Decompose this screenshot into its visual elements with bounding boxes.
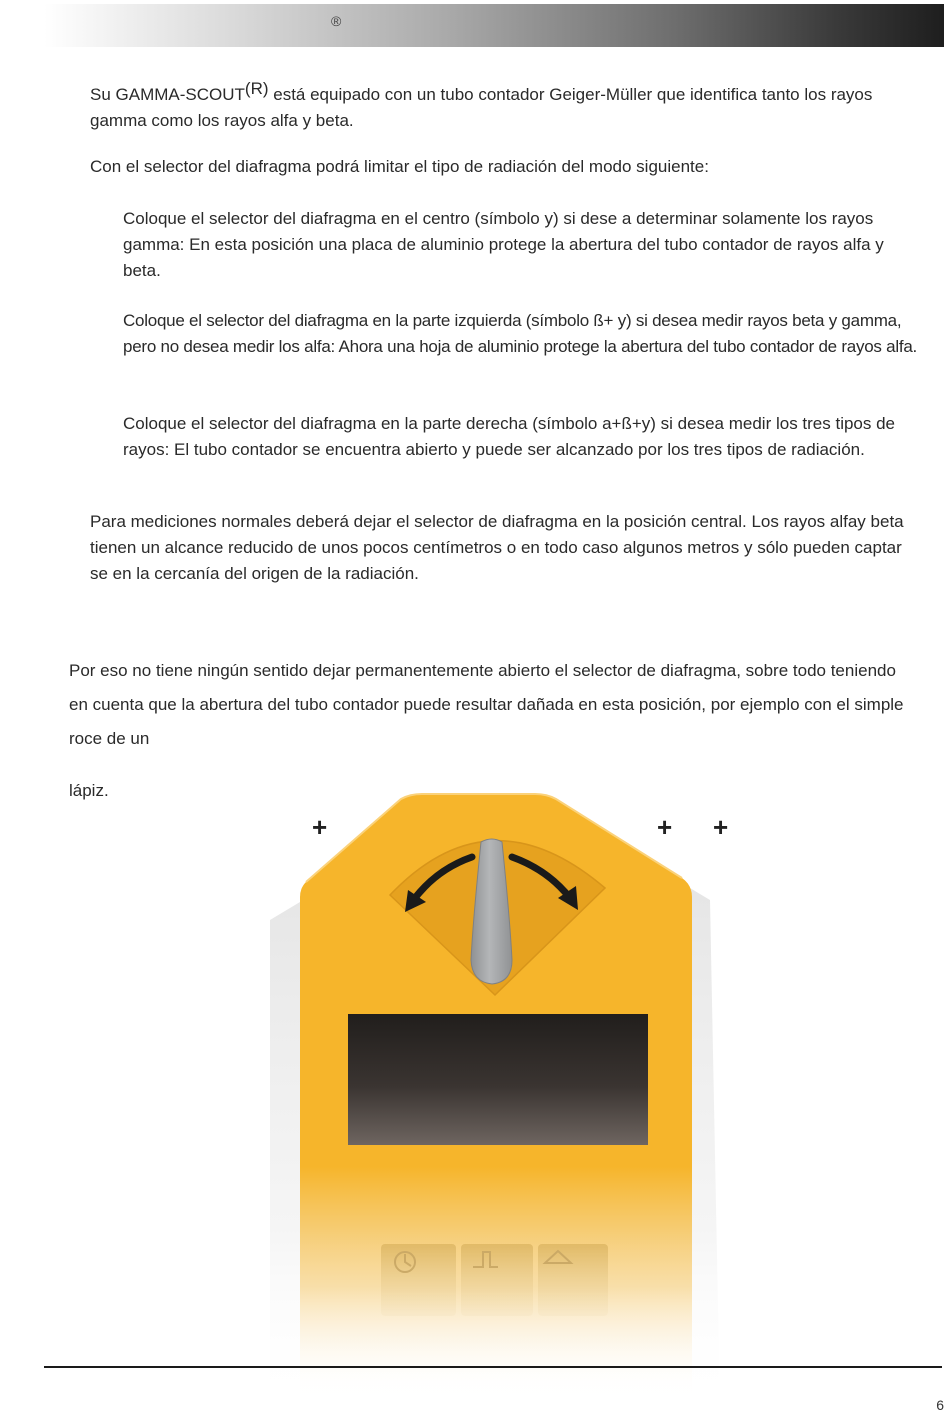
selector-intro-paragraph: Con el selector del diafragma podrá limitar el tipo de radiación del modo siguiente:	[90, 157, 709, 176]
intro-rest: está equipado con un tubo contador Geiger-Müller que identifica tanto los rayos gamma como los rayos alfa y beta.	[90, 85, 873, 130]
header-gradient-bar	[44, 4, 944, 47]
beta-plus-sign-right: +	[713, 812, 729, 842]
normal-measurements-paragraph: Para mediciones normales deberá dejar el selector de diafragma en la posición central. Los rayos alfay beta tienen un alcance reducido de unos pocos centímetros o en todo caso algunos metros y sólo pueden captar se en la cercanía del origen de la radiación.	[90, 512, 904, 583]
display-screen	[348, 1014, 648, 1145]
pulse-button	[461, 1244, 533, 1316]
option-center-paragraph: Coloque el selector del diafragma en el centro (símbolo y) si dese a determinar solamente los rayos gamma: En esta posición una placa de aluminio protege la abertura del tubo contador de rayos alfa y beta.	[123, 209, 884, 280]
warning-end-text: lápiz.	[69, 781, 109, 800]
footer-divider	[44, 1366, 942, 1368]
triangle-button	[538, 1244, 608, 1316]
option-left-paragraph: Coloque el selector del diafragma en la parte izquierda (símbolo ß+ y) si desea medir rayos beta y gamma, pero no desea medir los alfa: Ahora una hoja de aluminio protege la abertura del tubo contador de rayos alfa.	[123, 311, 918, 356]
button-row	[381, 1244, 608, 1316]
intro-prefix: Su GAMMA-SCOUT	[90, 85, 245, 104]
beta-plus-sign: +	[312, 812, 328, 842]
option-right-paragraph: Coloque el selector del diafragma en la parte derecha (símbolo a+ß+y) si desea medir los tres tipos de rayos: El tubo contador se encuentra abierto y puede ser alcanzado por los tres tipos de radiación.	[123, 414, 896, 459]
gamma-scout-device-illustration	[240, 770, 760, 1410]
intro-superscript: (R)	[244, 79, 269, 98]
registered-mark: ®	[331, 13, 342, 29]
alpha-plus-sign: +	[657, 812, 673, 842]
page-number: 6	[936, 1397, 944, 1413]
clock-button	[381, 1244, 456, 1316]
warning-paragraph: Por eso no tiene ningún sentido dejar permanentemente abierto el selector de diafragma, sobre todo teniendo en cuenta que la abertura del tubo contador puede resultar dañada en esta posición, por ejemplo con el simple roce de un	[69, 661, 904, 748]
intro-paragraph	[90, 76, 915, 134]
